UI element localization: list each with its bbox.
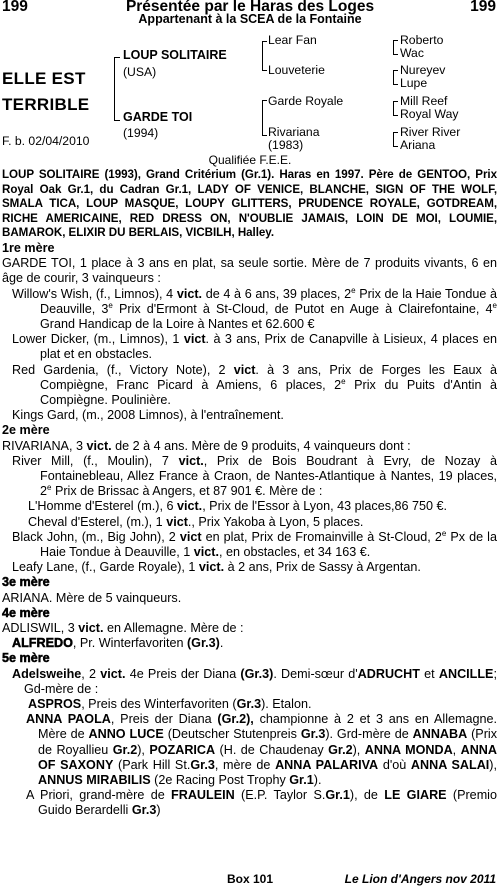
produce-leafy-lane: Leafy Lane, (f., Garde Royale), 1 vict. à 2 ans, Prix de Sassy à Argentan.	[12, 560, 421, 575]
bracket-g3-3	[393, 101, 398, 116]
sire-origin: (USA)	[123, 65, 157, 79]
lot-number-right: 199	[470, 0, 496, 15]
ggp-5: Mill Reef	[400, 94, 448, 108]
horse-details: F. b. 02/04/2010	[2, 134, 90, 148]
third-dam-heading: 3e mère	[2, 575, 50, 590]
produce-a-priori: A Priori, grand-mère de FRAULEIN (E.P. Taylor S.Gr.1), de LE GIARE (Premio Guido Berardelli Gr.3)	[26, 788, 497, 818]
produce-black-john: Black John, (m., Big John), 2 vict en plat, Prix de Fromainville à St-Cloud, 2e Px de la Haie Tondue à Deauville, 1 vict., en obstacles, et 34 163 €.	[12, 528, 497, 560]
ggp-8: Ariana	[400, 138, 436, 152]
ggp-2: Wac	[400, 46, 424, 60]
first-dam-heading: 1re mère	[2, 240, 55, 255]
horse-name-line1: ELLE EST	[2, 69, 86, 88]
ggp-6: Royal Way	[400, 107, 459, 121]
granddam-paternal: Louveterie	[268, 63, 325, 77]
produce-alfredo: ALFREDO, Pr. Winterfavoriten (Gr.3).	[12, 636, 224, 651]
dam-name: GARDE TOI	[123, 110, 193, 124]
lot-number-left: 199	[2, 0, 28, 15]
catalogue-body	[2, 168, 497, 819]
sale-name: Le Lion d'Angers nov 2011	[344, 872, 496, 886]
sire-paragraph: LOUP SOLITAIRE (1993), Grand Critérium (Gr.1). Haras en 1997. Père de GENTOO, Prix Royal Oak Gr.1, du Cadran Gr.1, LADY OF VENICE, BLANCHE, SIGN OF THE WOLF, SMALA TICA, LOUP MASQUE, LOUPY GLITTERS, PRUDENCE ROYALE, GOTDREAM, RICHE AMERICAINE, RED DRESS ON, N'OUBLIE JAMAIS, LOIN DE MOI, LOUMIE, BAMAROK, ELIXIR DU BERLAIS, VICBILH, Halley.	[2, 168, 497, 240]
bracket-g3-4	[393, 132, 398, 147]
bracket-sire	[262, 41, 267, 71]
fifth-dam-text: Adelsweihe, 2 vict. 4e Preis der Diana (Gr.3). Demi-sœur d'ADRUCHT et ANCILLE; Gd-mère de :	[12, 666, 497, 696]
grandsire-maternal: Garde Royale	[268, 94, 344, 108]
produce-aspros: ASPROS, Preis des Winterfavoriten (Gr.3). Etalon.	[28, 697, 312, 712]
ggp-3: Nureyev	[400, 63, 446, 77]
first-dam-text: GARDE TOI, 1 place à 3 ans en plat, sa seule sortie. Mère de 7 produits vivants, 6 en âge de courir, 3 vainqueurs :	[2, 256, 497, 286]
produce-lower-dicker: Lower Dicker, (m., Limnos), 1 vict. à 3 ans, Prix de Canapville à Lisieux, 4 places en plat et en obstacles.	[12, 332, 497, 362]
fourth-dam-text: ADLISWIL, 3 vict. en Allemagne. Mère de :	[2, 621, 244, 636]
ggp-4: Lupe	[400, 76, 428, 90]
horse-name	[2, 66, 89, 118]
ggp-7: River River	[400, 125, 461, 139]
page-title: Présentée par le Haras des Loges	[125, 0, 375, 15]
produce-red-gardenia: Red Gardenia, (f., Victory Note), 2 vict. à 3 ans, Prix de Forges les Eaux à Compiègne, Franc Picard à Amiens, 6 places, 2e Prix du Puits d'Antin à Compiègne. Poulinière.	[12, 362, 497, 407]
third-dam-text: ARIANA. Mère de 5 vainqueurs.	[2, 590, 182, 605]
produce-river-mill: River Mill, (f., Moulin), 7 vict., Prix de Bois Boudrant à Evry, de Nozay à Fontainebleau, Allez France à Craon, de Nantes-Atlantique à Nantes, 19 places, 2e Prix de Brissac à Angers, et 87 901 €. Mère de :	[12, 453, 497, 499]
ggp-1: Roberto	[400, 33, 444, 47]
second-dam-heading: 2e mère	[2, 423, 50, 438]
fifth-dam-heading: 5e mère	[2, 651, 50, 666]
second-dam-text: RIVARIANA, 3 vict. de 2 à 4 ans. Mère de 9 produits, 4 vainqueurs dont :	[2, 438, 411, 453]
grandsire-paternal: Lear Fan	[268, 33, 317, 47]
dam-year: (1994)	[123, 126, 159, 140]
produce-anna-paola: ANNA PAOLA, Preis der Diana (Gr.2), championne à 2 et 3 ans en Allemagne. Mère de ANNO LUCE (Deutscher Stutenpreis Gr.3). Grd-mère de ANNABA (Prix de Royallieu Gr.2), POZARICA (H. de Chaudenay Gr.2), ANNA MONDA, ANNA OF SAXONY (Park Hill St.Gr.3, mère de ANNA PALARIVA d'où ANNA SALAI), ANNUS MIRABILIS (2e Racing Post Trophy Gr.1).	[26, 712, 498, 788]
produce-lhomme-desterel: L'Homme d'Esterel (m.), 6 vict., Prix de l'Essor à Lyon, 43 places,86 750 €.	[28, 499, 448, 514]
granddam-maternal: Rivariana	[268, 125, 320, 139]
produce-kings-gard: Kings Gard, (m., 2008 Limnos), à l'entraînement.	[12, 408, 284, 423]
bracket-dam	[262, 100, 267, 136]
box-number: Box 101	[227, 872, 274, 886]
produce-willows-wish: Willow's Wish, (f., Limnos), 4 vict. de 4 à 6 ans, 39 places, 2e Prix de la Haie Tondue à Deauville, 3e Prix d'Ermont à St-Cloud, de Putot en Auge à Clairefontaine, 4e Grand Handicap de la Loire à Nantes et 62.600 €	[12, 285, 497, 331]
produce-cheval-desterel: Cheval d'Esterel, (m.), 1 vict., Prix Yakoba à Lyon, 5 places.	[28, 514, 364, 529]
qualification: Qualifiée F.E.E.	[208, 153, 292, 167]
bracket-g3-1	[393, 40, 398, 55]
horse-name-line2: TERRIBLE	[2, 95, 90, 114]
sire-name: LOUP SOLITAIRE	[123, 48, 227, 62]
bracket-parents	[114, 57, 120, 121]
granddam-maternal-year: (1983)	[268, 138, 304, 152]
owner-line: Appartenant à la SCEA de la Fontaine	[138, 12, 362, 26]
bracket-g3-2	[393, 70, 398, 85]
fourth-dam-heading: 4e mère	[2, 605, 50, 620]
